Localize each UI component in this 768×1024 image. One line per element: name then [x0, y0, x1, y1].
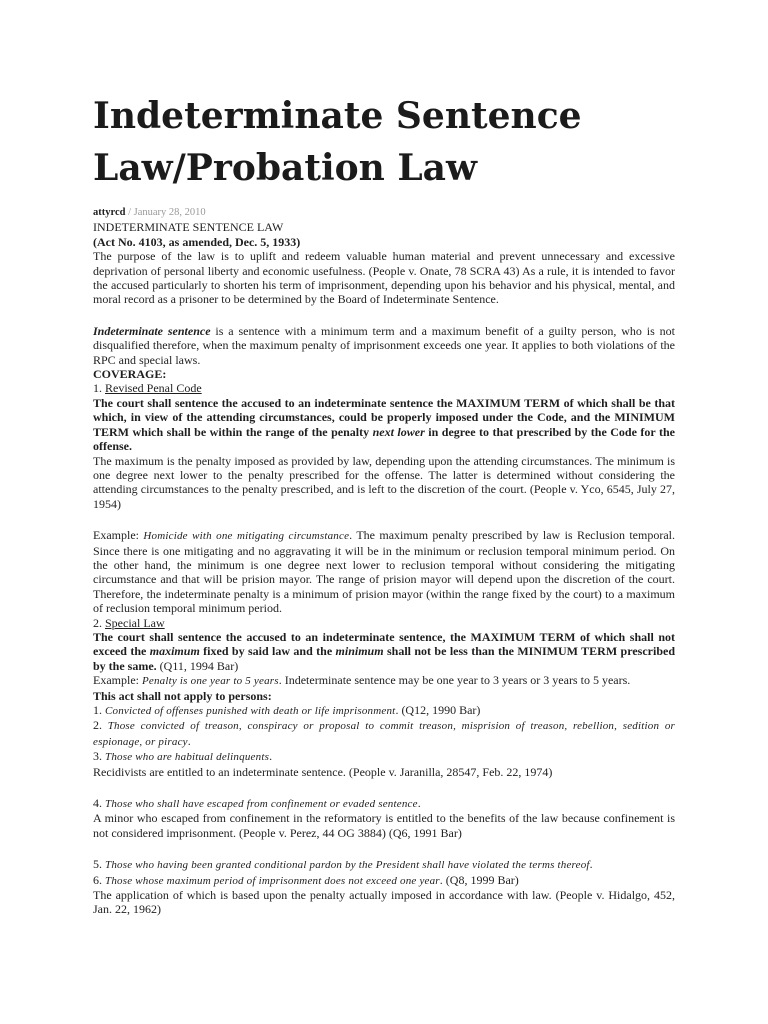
special-rule-text-c: shall not be less than the MINIMUM TERM prescribed by the same.	[93, 644, 675, 673]
author-link[interactable]: attyrcd	[93, 207, 126, 218]
exclusion-item-6	[93, 873, 675, 888]
special-rule-emphasis-2: minimum	[335, 644, 384, 659]
exclusion-text: Those convicted of treason, conspiracy or proposal to commit treason, misprision of treason, rebellion, sedition or espionage, or piracy	[93, 720, 675, 748]
exclusion-item	[93, 703, 675, 718]
byline	[93, 206, 675, 220]
exclusion-note: . (Q12, 1990 Bar)	[395, 703, 481, 717]
exclusion-item-5	[93, 857, 675, 872]
exclusion-text: Those who having been granted conditional pardon by the President shall have violated the terms thereof	[105, 859, 590, 872]
special-rule-emphasis-1: maximum	[149, 644, 200, 659]
item4-explanation: A minor who escaped from confinement in the reformatory is entitled to the benefits of the law because confinement is not considered imprisonment. (People v. Perez, 44 OG 3884) (Q6, 1991 Bar)	[93, 811, 675, 840]
exclusion-text: Convicted of offenses punished with death or life imprisonment	[105, 705, 396, 717]
definition-text: is a sentence with a minimum term and a maximum benefit of a guilty person, who is not disqualified therefore, when the maximum penalty of imprisonment exceeds one year. It applies to both violations of the RPC and special laws.	[93, 323, 675, 367]
byline-separator: /	[125, 207, 134, 218]
exclusion-note: .	[589, 857, 593, 872]
exclusion-item	[93, 749, 675, 764]
exclusion-number: 3.	[93, 749, 105, 764]
special-example	[93, 673, 675, 688]
rpc-explanation: The maximum is the penalty imposed as provided by law, depending upon the attending circumstances. The minimum is one degree next lower to the penalty prescribed for the offense. The latter is determined without considering the attending circumstances to the penalty prescribed, and is left to the discretion of the court. (People v. Yco, 6545, July 27, 1954)	[93, 453, 675, 511]
rpc-number: 1.	[93, 381, 105, 396]
document-title: Indeterminate Sentence Law/Probation Law	[93, 95, 582, 189]
exclusion-text: Those who shall have escaped from confinement or evaded sentence	[105, 798, 418, 811]
special-number: 2.	[93, 615, 105, 630]
special-label: Special Law	[105, 615, 165, 630]
exclusion-number: 2.	[93, 718, 108, 733]
special-rule	[93, 630, 675, 673]
rpc-rule-text-b: in degree to that prescribed by the Code for the offense.	[93, 424, 676, 454]
exclusion-number: 4.	[93, 796, 105, 811]
recidivists-paragraph: Recidivists are entitled to an indeterminate sentence. (People v. Jaranilla, 28547, Feb. 22, 1974)	[93, 764, 553, 779]
rpc-rule	[93, 396, 675, 454]
rpc-example	[93, 528, 675, 615]
not-apply-heading: This act shall not apply to persons:	[93, 688, 272, 703]
rpc-label: Revised Penal Code	[105, 381, 202, 396]
purpose-paragraph: The purpose of the law is to uplift and redeem valuable human material and prevent unnecessary and excessive deprivation of personal liberty and economic usefulness. (People v. Onate, 78 SCRA 43) As a rule, it is intended to favor the accused particularly to shorten his term of imprisonment, depending upon his behavior and his physical, mental, and moral record as a prisoner to be determined by the Board of Indeterminate Sentence.	[93, 249, 675, 307]
exclusion-note: . (Q8, 1999 Bar)	[439, 872, 519, 887]
exclusion-item-4	[93, 796, 675, 811]
section-heading: INDETERMINATE SENTENCE LAW	[93, 220, 284, 235]
exclusion-note: .	[187, 733, 191, 748]
exclusion-note: .	[417, 796, 421, 811]
exclusion-text: Those whose maximum period of imprisonment does not exceed one year	[105, 874, 440, 887]
special-example-label: Example:	[93, 673, 142, 688]
item6-explanation: The application of which is based upon the penalty actually imposed in accordance with law. (People v. Hidalgo, 452, Jan. 22, 1962)	[93, 888, 675, 917]
exclusion-number: 6.	[93, 872, 105, 887]
rpc-example-text: . The maximum penalty prescribed by law is Reclusion temporal. Since there is one mitigating and no aggravating it will be in the minimum or reclusion temporal minimum period. On the other hand, the minimum is one degree next lower to reclusion temporal without considering the mitigating circumstance and that will be prision mayor. The range of prision mayor will depend upon the discretion of the court. Therefore, the indeterminate penalty is a minimum of prision mayor (within the range fixed by the court) to a maximum of reclusion temporal minimum period.	[93, 528, 675, 616]
special-heading	[93, 616, 675, 630]
rpc-rule-text-a: The court shall sentence the accused to an indeterminate sentence the MAXIMUM TERM of which shall be that which, in view of the attending circumstances, could be properly imposed under the Code, and the MINIMUM TERM which shall be within the range of the penalty	[93, 395, 675, 439]
coverage-heading: COVERAGE:	[93, 367, 167, 382]
exclusion-text: Those who are habitual delinquents	[105, 751, 270, 764]
definition-paragraph	[93, 324, 675, 367]
special-rule-text-a: The court shall sentence the accused to an indeterminate sentence, the MAXIMUM TERM of which shall not exceed the	[93, 629, 675, 659]
special-example-text: . Indeterminate sentence may be one year to 3 years or 3 years to 5 years.	[278, 673, 631, 688]
special-rule-text-b: fixed by said law and the	[199, 644, 336, 659]
rpc-example-case: Homicide with one mitigating circumstance	[143, 530, 350, 543]
exclusion-note: .	[269, 749, 273, 764]
post-date: January 28, 2010	[133, 207, 206, 218]
rpc-heading	[93, 381, 675, 395]
special-rule-citation: (Q11, 1994 Bar)	[156, 658, 239, 673]
document-body	[93, 206, 675, 917]
special-example-case: Penalty is one year to 5 years	[141, 675, 279, 688]
exclusion-item	[93, 718, 675, 749]
rpc-example-label: Example:	[93, 528, 144, 543]
definition-term: Indeterminate sentence	[93, 323, 211, 338]
rpc-rule-emphasis: next lower	[372, 424, 425, 439]
exclusion-number: 1.	[93, 703, 105, 717]
exclusion-number: 5.	[93, 857, 105, 872]
act-reference: (Act No. 4103, as amended, Dec. 5, 1933)	[93, 234, 301, 249]
